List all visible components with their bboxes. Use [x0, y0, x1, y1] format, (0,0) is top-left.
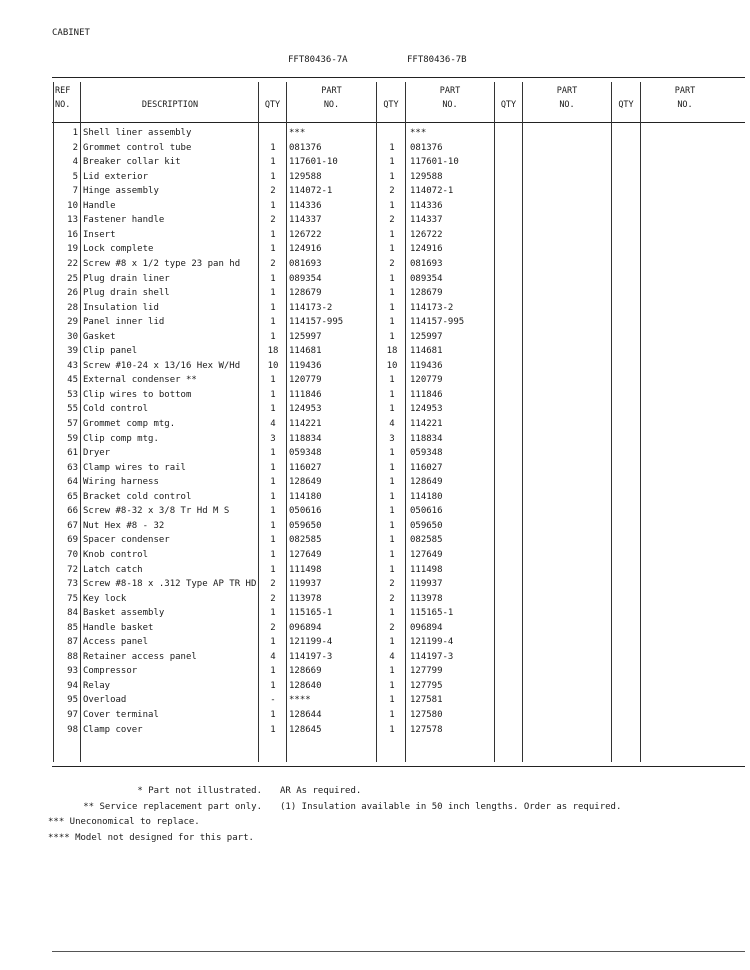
- qty-7b: 1: [389, 491, 395, 502]
- part-number-7a: 124953: [289, 404, 322, 415]
- qty-7b: 4: [389, 651, 395, 662]
- part-description: Insert: [83, 229, 116, 240]
- part-description: Handle: [83, 200, 116, 211]
- ref-number: 97: [67, 710, 78, 720]
- table-header-rule: [52, 122, 745, 123]
- part-number-7b: 124953: [410, 404, 443, 415]
- part-number-7b: 114336: [410, 200, 443, 211]
- part-number-7a: 114336: [289, 200, 322, 211]
- part-number-7b: 128649: [410, 477, 443, 488]
- part-number-7b: 114337: [410, 215, 443, 226]
- qty-7b: 4: [389, 419, 395, 429]
- qty-7a: 3: [270, 433, 276, 444]
- ref-number: 93: [67, 666, 78, 677]
- part-number-7b: 125997: [410, 331, 443, 342]
- qty-7b: 1: [389, 695, 395, 706]
- part-number-7b: 081693: [410, 258, 443, 269]
- part-number-7a: ***: [289, 128, 306, 138]
- part-description: Shell liner assembly: [83, 128, 192, 138]
- part-number-7b: 082585: [410, 535, 443, 546]
- part-number-7b: 114197-3: [410, 651, 454, 662]
- qty-7a: 1: [270, 462, 276, 473]
- part-number-7a: 114157-995: [289, 317, 344, 328]
- part-description: Wiring harness: [83, 477, 159, 488]
- part-number-7b: 115165-1: [410, 608, 454, 619]
- qty-7b: 2: [389, 622, 395, 633]
- part-number-7a: 111846: [289, 389, 322, 400]
- ref-number: 53: [67, 389, 78, 400]
- part-number-7b: ***: [410, 128, 427, 138]
- ref-number: 59: [67, 433, 78, 444]
- part-number-7a: 113978: [289, 593, 322, 604]
- ref-number: 73: [67, 579, 78, 590]
- ref-number: 13: [67, 215, 78, 226]
- qty-7b: 1: [389, 244, 395, 255]
- column-divider: [640, 82, 641, 762]
- qty-7a: 4: [270, 419, 276, 429]
- qty-7b: 1: [389, 302, 395, 313]
- part-description: Plug drain liner: [83, 273, 170, 284]
- part-number-7a: 111498: [289, 564, 322, 575]
- page-title: CABINET: [52, 28, 90, 38]
- header-description: DESCRIPTION: [141, 100, 199, 110]
- qty-7a: 2: [270, 622, 276, 633]
- qty-7a: 1: [270, 724, 276, 735]
- footnote: *** Uneconomical to replace.: [48, 817, 200, 827]
- part-description: Overload: [83, 695, 127, 706]
- footnotes-left: [48, 784, 262, 846]
- part-number-7a: 128645: [289, 724, 322, 735]
- qty-7a: 1: [270, 520, 276, 531]
- qty-7b: 1: [389, 520, 395, 531]
- part-number-7a: 114197-3: [289, 651, 333, 662]
- qty-7a: 1: [270, 317, 276, 328]
- ref-number: 19: [67, 244, 78, 255]
- part-number-7b: 127580: [410, 710, 443, 720]
- column-divider: [405, 82, 406, 762]
- header-ref-no: NO.: [55, 100, 71, 110]
- part-number-7a: 125997: [289, 331, 322, 342]
- qty-7b: 10: [386, 360, 398, 371]
- ref-number: 39: [67, 346, 78, 357]
- column-divider: [522, 82, 523, 762]
- qty-7b: 1: [389, 404, 395, 415]
- qty-7a: 1: [270, 288, 276, 299]
- qty-7b: 2: [389, 579, 395, 590]
- part-description: External condenser **: [83, 375, 197, 386]
- footnotes-right: [280, 784, 621, 815]
- ref-number: 5: [72, 171, 78, 182]
- part-description: Nut Hex #8 - 32: [83, 520, 165, 531]
- qty-7a: 1: [270, 491, 276, 502]
- qty-7b: 1: [389, 157, 395, 168]
- qty-7a: 1: [270, 200, 276, 211]
- part-number-7b: 114221: [410, 419, 443, 429]
- part-description: Panel inner lid: [83, 317, 165, 328]
- part-number-7a: 114180: [289, 491, 322, 502]
- part-number-7a: 114681: [289, 346, 322, 357]
- part-description: Screw #10-24 x 13/16 Hex W/Hd: [83, 360, 241, 371]
- qty-7b: 2: [389, 258, 395, 269]
- part-number-7a: 081693: [289, 258, 322, 269]
- qty-7a: 18: [267, 346, 279, 357]
- column-divider: [376, 82, 377, 762]
- qty-7a: 4: [270, 651, 276, 662]
- column-divider: [494, 82, 495, 762]
- part-number-7b: 120779: [410, 375, 443, 386]
- part-number-7b: 114180: [410, 491, 443, 502]
- qty-7a: 1: [270, 637, 276, 648]
- part-description: Lid exterior: [83, 171, 149, 182]
- part-description: Handle basket: [83, 622, 154, 633]
- footnote: ** Service replacement part only.: [83, 801, 262, 812]
- ref-number: 1: [72, 128, 78, 138]
- qty-7b: 2: [389, 593, 395, 604]
- qty-7a: 2: [270, 258, 276, 269]
- part-description: Basket assembly: [83, 608, 165, 619]
- part-number-7a: 081376: [289, 142, 322, 153]
- ref-number: 55: [67, 404, 78, 415]
- ref-number: 22: [67, 258, 78, 269]
- ref-number: 70: [67, 549, 78, 560]
- part-number-7a: 059650: [289, 520, 322, 531]
- qty-7b: 1: [389, 229, 395, 240]
- part-description: Clip comp mtg.: [83, 433, 159, 444]
- part-number-7b: 113978: [410, 593, 443, 604]
- qty-7b: 1: [389, 389, 395, 400]
- ref-number: 75: [67, 593, 78, 604]
- part-number-7a: 117601-10: [289, 157, 338, 168]
- part-description: Lock complete: [83, 244, 154, 255]
- part-number-7b: 119436: [410, 360, 443, 371]
- ref-number: 10: [67, 200, 78, 211]
- part-number-7a: 129588: [289, 171, 322, 182]
- qty-7b: 1: [389, 200, 395, 211]
- part-number-7b: 096894: [410, 622, 443, 633]
- part-number-7b: 127795: [410, 680, 443, 691]
- qty-7b: 1: [389, 171, 395, 182]
- part-description: Insulation lid: [83, 302, 159, 313]
- header-qty: QTY: [618, 100, 634, 110]
- qty-7b: 1: [389, 724, 395, 735]
- qty-7a: 1: [270, 404, 276, 415]
- ref-number: 94: [67, 680, 78, 691]
- ref-number: 87: [67, 637, 78, 648]
- part-number-7a: 115165-1: [289, 608, 333, 619]
- ref-number: 67: [67, 520, 78, 531]
- part-number-7b: 119937: [410, 579, 443, 590]
- qty-7a: 1: [270, 506, 276, 517]
- qty-7b: 1: [389, 506, 395, 517]
- part-number-7a: 128679: [289, 288, 322, 299]
- part-description: Screw #8-18 x .312 Type AP TR HD: [83, 579, 257, 590]
- part-number-7b: 081376: [410, 142, 443, 153]
- model-number-b: FFT80436-7B: [407, 55, 467, 65]
- model-number-a: FFT80436-7A: [288, 55, 348, 65]
- part-description: Hinge assembly: [83, 186, 159, 197]
- qty-7a: -: [270, 695, 276, 706]
- part-number-7b: 089354: [410, 273, 443, 284]
- column-divider: [286, 82, 287, 762]
- part-description: Clamp cover: [83, 724, 143, 735]
- qty-7a: 10: [267, 360, 279, 371]
- part-description: Clamp wires to rail: [83, 462, 186, 473]
- ref-number: 88: [67, 651, 78, 662]
- qty-7a: 1: [270, 549, 276, 560]
- header-part-no: NO.: [323, 100, 340, 110]
- part-description: Clip wires to bottom: [83, 389, 192, 400]
- header-qty: QTY: [264, 100, 281, 110]
- ref-number: 29: [67, 317, 78, 328]
- qty-7b: 18: [386, 346, 398, 357]
- part-number-7b: 124916: [410, 244, 443, 255]
- part-number-7b: 126722: [410, 229, 443, 240]
- part-number-7a: 096894: [289, 622, 322, 633]
- qty-7a: 2: [270, 215, 276, 226]
- part-description: Dryer: [83, 448, 111, 459]
- table-top-rule: [52, 77, 745, 78]
- qty-7b: 1: [389, 637, 395, 648]
- part-number-7b: 114157-995: [410, 317, 465, 328]
- part-number-7a: 116027: [289, 462, 322, 473]
- qty-7a: 2: [270, 186, 276, 197]
- ref-number: 72: [67, 564, 78, 575]
- ref-number: 16: [67, 229, 78, 240]
- qty-7a: 1: [270, 244, 276, 255]
- header-ref: REF: [55, 86, 71, 96]
- qty-7a: 2: [270, 593, 276, 604]
- part-description: Access panel: [83, 637, 149, 648]
- qty-7a: 1: [270, 157, 276, 168]
- part-description: Grommet control tube: [83, 142, 192, 153]
- part-number-7a: 120779: [289, 375, 322, 386]
- ref-number: 61: [67, 448, 78, 459]
- part-number-7b: 111846: [410, 389, 443, 400]
- footer-rule: [52, 951, 745, 952]
- part-number-7a: 114072-1: [289, 186, 333, 197]
- part-description: Key lock: [83, 593, 127, 604]
- part-number-7b: 127578: [410, 724, 443, 735]
- qty-7b: 1: [389, 288, 395, 299]
- ref-number: 69: [67, 535, 78, 546]
- qty-7a: 1: [270, 331, 276, 342]
- qty-7b: 2: [389, 186, 395, 197]
- ref-number: 4: [72, 157, 78, 168]
- header-part-no: NO.: [442, 100, 458, 110]
- qty-7b: 1: [389, 142, 395, 153]
- part-number-7b: 050616: [410, 506, 443, 517]
- qty-7a: 1: [270, 389, 276, 400]
- qty-7a: 2: [270, 579, 276, 590]
- header-part: PART: [674, 86, 696, 96]
- ref-number: 66: [67, 506, 78, 517]
- footnote: AR As required.: [280, 786, 362, 796]
- footnote: * Part not illustrated.: [137, 786, 262, 796]
- header-part-no: NO.: [677, 100, 693, 110]
- ref-number: 43: [67, 360, 78, 371]
- ref-number: 26: [67, 288, 78, 299]
- part-number-7a: 127649: [289, 549, 322, 560]
- part-description: Compressor: [83, 666, 138, 677]
- part-number-7b: 118834: [410, 433, 443, 444]
- qty-7b: 1: [389, 462, 395, 473]
- qty-7b: 1: [389, 666, 395, 677]
- qty-7b: 1: [389, 608, 395, 619]
- qty-7b: 1: [389, 317, 395, 328]
- part-description: Latch catch: [83, 564, 143, 575]
- qty-7a: 1: [270, 608, 276, 619]
- part-description: Spacer condenser: [83, 535, 170, 546]
- header-qty: QTY: [500, 100, 517, 110]
- qty-7b: 1: [389, 273, 395, 284]
- part-number-7a: 114173-2: [289, 302, 333, 313]
- part-description: Retainer access panel: [83, 651, 197, 662]
- part-number-7a: 128649: [289, 477, 322, 488]
- part-description: Fastener handle: [83, 215, 165, 226]
- part-description: Gasket: [83, 331, 116, 342]
- qty-7a: 1: [270, 142, 276, 153]
- part-number-7a: 059348: [289, 448, 322, 459]
- part-number-7b: 059348: [410, 448, 443, 459]
- part-number-7b: 114173-2: [410, 302, 454, 313]
- header-part: PART: [321, 86, 342, 96]
- qty-7a: 1: [270, 535, 276, 546]
- part-number-7b: 117601-10: [410, 157, 459, 168]
- qty-7a: 1: [270, 680, 276, 691]
- ref-number: 57: [67, 419, 78, 429]
- part-description: Clip panel: [83, 346, 138, 357]
- qty-7a: 1: [270, 477, 276, 488]
- qty-7a: 1: [270, 710, 276, 720]
- ref-number: 64: [67, 477, 78, 488]
- part-number-7a: 118834: [289, 433, 322, 444]
- qty-7a: 1: [270, 564, 276, 575]
- qty-7b: 1: [389, 535, 395, 546]
- part-number-7a: 128640: [289, 680, 322, 691]
- qty-7b: 1: [389, 680, 395, 691]
- qty-7b: 1: [389, 549, 395, 560]
- part-number-7a: 089354: [289, 273, 322, 284]
- qty-7a: 1: [270, 448, 276, 459]
- part-number-7b: 128679: [410, 288, 443, 299]
- qty-7b: 3: [389, 433, 395, 444]
- header-part: PART: [439, 86, 461, 96]
- part-number-7a: 128669: [289, 666, 322, 677]
- part-number-7a: 119937: [289, 579, 322, 590]
- ref-number: 84: [67, 608, 78, 619]
- qty-7b: 1: [389, 375, 395, 386]
- column-divider: [80, 82, 81, 762]
- qty-7b: 1: [389, 331, 395, 342]
- footnote: **** Model not designed for this part.: [48, 832, 254, 843]
- part-description: Screw #8 x 1/2 type 23 pan hd: [83, 258, 241, 269]
- ref-number: 85: [67, 622, 78, 633]
- qty-7b: 1: [389, 710, 395, 720]
- part-number-7b: 129588: [410, 171, 443, 182]
- qty-7a: 1: [270, 302, 276, 313]
- part-number-7a: 114337: [289, 215, 322, 226]
- part-number-7b: 127799: [410, 666, 443, 677]
- qty-7a: 1: [270, 273, 276, 284]
- part-number-7a: 114221: [289, 419, 322, 429]
- part-number-7a: 119436: [289, 360, 322, 371]
- part-number-7b: 114681: [410, 346, 443, 357]
- part-description: Cold control: [83, 404, 149, 415]
- part-description: Screw #8-32 x 3/8 Tr Hd M S: [83, 506, 230, 517]
- part-number-7a: 050616: [289, 506, 322, 517]
- part-description: Knob control: [83, 549, 149, 560]
- ref-number: 95: [67, 695, 78, 706]
- part-description: Grommet comp mtg.: [83, 419, 176, 429]
- part-description: Bracket cold control: [83, 491, 192, 502]
- part-number-7a: 124916: [289, 244, 322, 255]
- part-number-7b: 116027: [410, 462, 443, 473]
- footnote: (1) Insulation available in 50 inch lengths. Order as required.: [280, 801, 622, 812]
- qty-7b: 1: [389, 564, 395, 575]
- qty-7a: 1: [270, 666, 276, 677]
- qty-7b: 1: [389, 448, 395, 459]
- column-divider: [258, 82, 259, 762]
- qty-7a: 1: [270, 171, 276, 182]
- part-description: Breaker collar kit: [83, 157, 181, 168]
- header-part-no: NO.: [559, 100, 575, 110]
- qty-7a: 1: [270, 375, 276, 386]
- ref-number: 28: [67, 302, 78, 313]
- part-number-7b: 127649: [410, 549, 443, 560]
- ref-number: 63: [67, 462, 78, 473]
- ref-number: 7: [72, 186, 78, 197]
- ref-number: 30: [67, 331, 78, 342]
- ref-number: 65: [67, 491, 78, 502]
- table-bottom-rule: [52, 766, 745, 767]
- part-number-7a: 128644: [289, 710, 322, 720]
- ref-number: 25: [67, 273, 78, 284]
- part-number-7a: 121199-4: [289, 637, 333, 648]
- header-qty: QTY: [383, 100, 399, 110]
- qty-7b: 2: [389, 215, 395, 226]
- part-number-7a: ****: [289, 695, 311, 706]
- part-number-7b: 059650: [410, 520, 443, 531]
- ref-number: 45: [67, 375, 78, 386]
- part-number-7b: 127581: [410, 695, 443, 706]
- part-number-7b: 121199-4: [410, 637, 454, 648]
- part-description: Plug drain shell: [83, 288, 170, 299]
- part-number-7b: 114072-1: [410, 186, 454, 197]
- qty-7a: 1: [270, 229, 276, 240]
- column-divider: [611, 82, 612, 762]
- part-number-7b: 111498: [410, 564, 443, 575]
- ref-number: 2: [72, 142, 78, 153]
- part-description: Cover terminal: [83, 710, 159, 720]
- qty-7b: 1: [389, 477, 395, 488]
- part-number-7a: 082585: [289, 535, 322, 546]
- header-part: PART: [556, 86, 578, 96]
- part-description: Relay: [83, 680, 111, 691]
- part-number-7a: 126722: [289, 229, 322, 240]
- ref-number: 98: [67, 724, 78, 735]
